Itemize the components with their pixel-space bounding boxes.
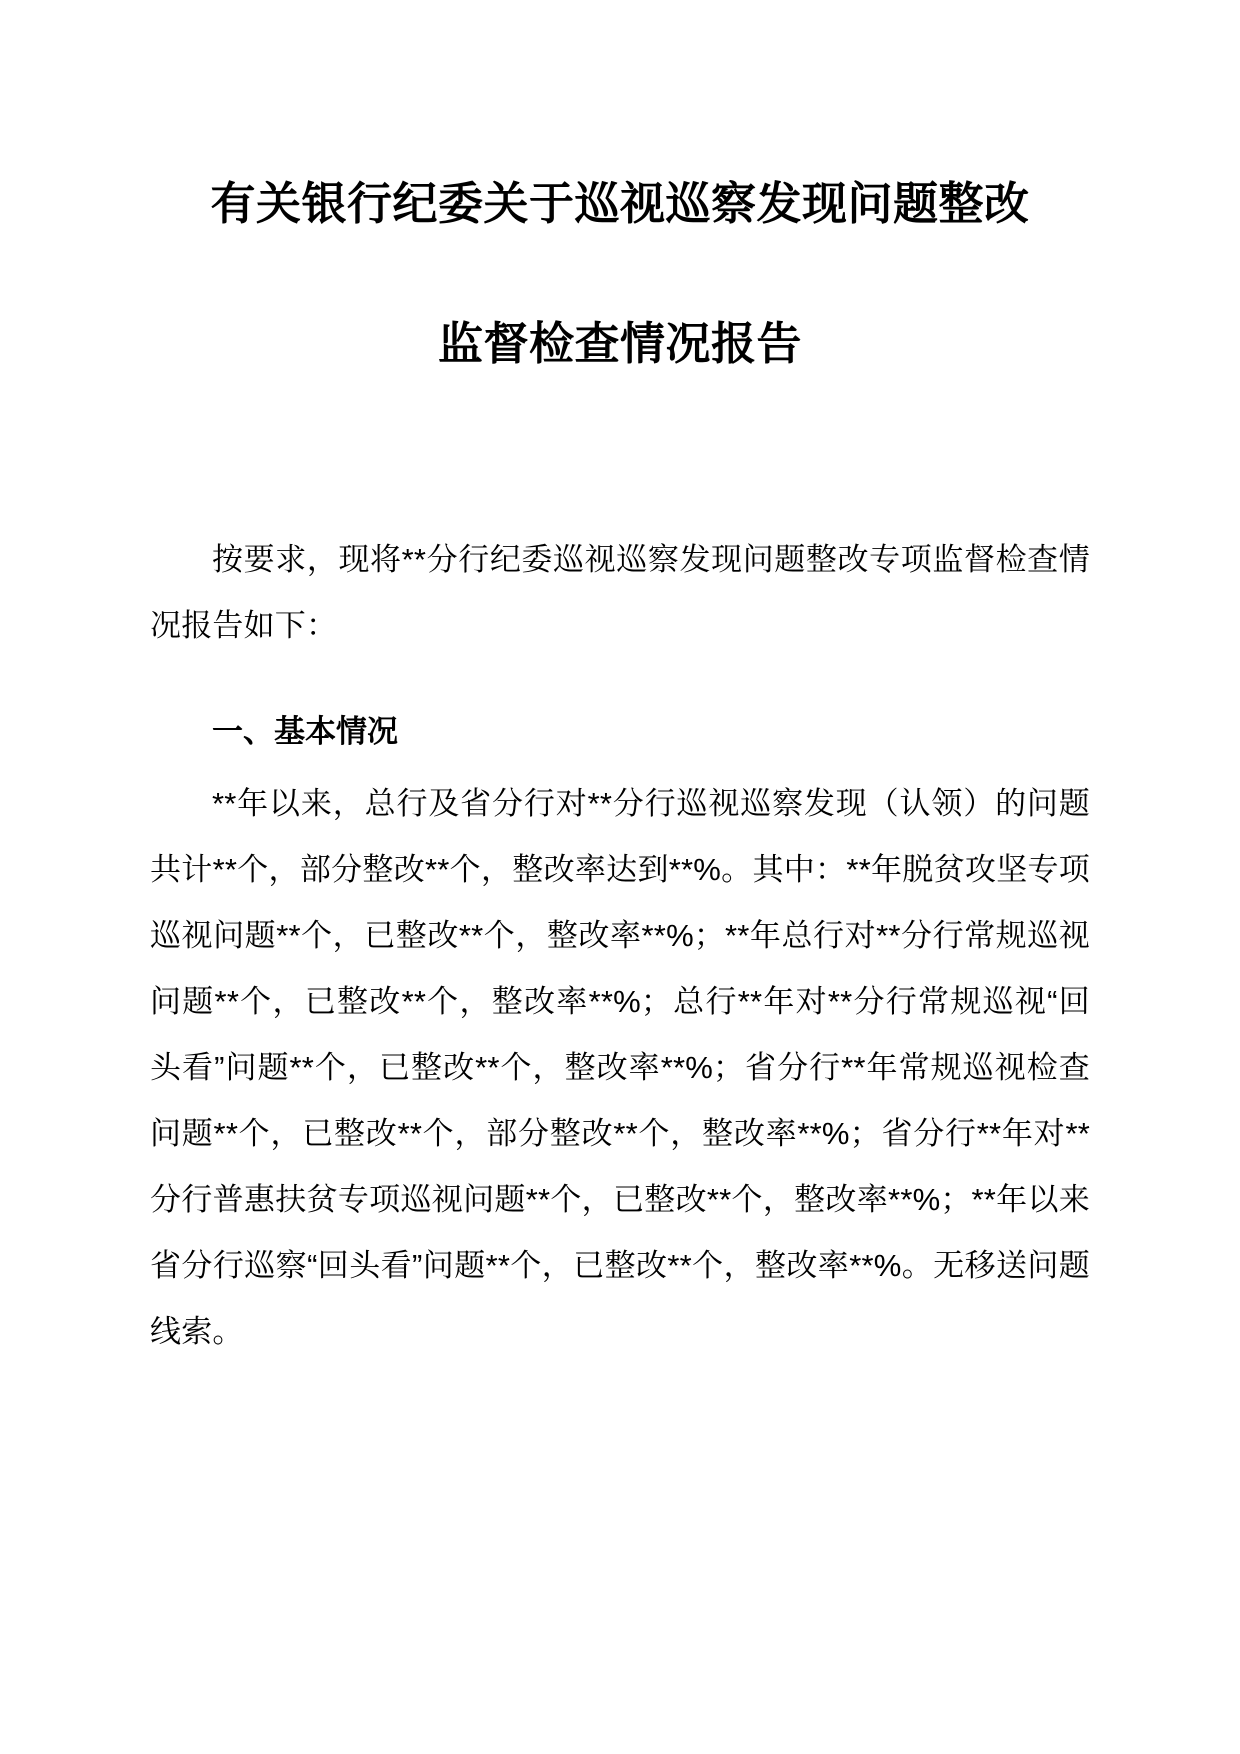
document-body [150, 377, 1090, 1365]
title-line-2: 监督检查情况报告 [437, 317, 802, 369]
intro-paragraph: 按要求，现将**分行纪委巡视巡察发现问题整改专项监督检查情况报告如下： [150, 542, 1090, 643]
page-title [150, 0, 1090, 377]
section-heading-basic-situation: 一、基本情况 [212, 714, 398, 749]
title-line-1: 有关银行纪委关于巡视巡察发现问题整改 [210, 178, 1030, 229]
section-body-basic-situation: **年以来，总行及省分行对**分行巡视巡察发现（认领）的问题共计**个，部分整改**个，整改率达到**%。其中：**年脱贫攻坚专项巡视问题**个，已整改**个，整改率**%；**年总行对**分行常规巡视问题**个，已整改**个，整改率**%；总行**年对**分行常规巡视“回头看”问题**个，已整改**个，整改率**%；省分行**年常规巡视检查问题**个，已整改**个，部分整改**个，整改率**%；省分行**年对**分行普惠扶贫专项巡视问题**个，已整改**个，整改率**%；**年以来省分行巡察“回头看”问题**个，已整改**个，整改率**%。无移送问题线索。 [150, 786, 1090, 1349]
